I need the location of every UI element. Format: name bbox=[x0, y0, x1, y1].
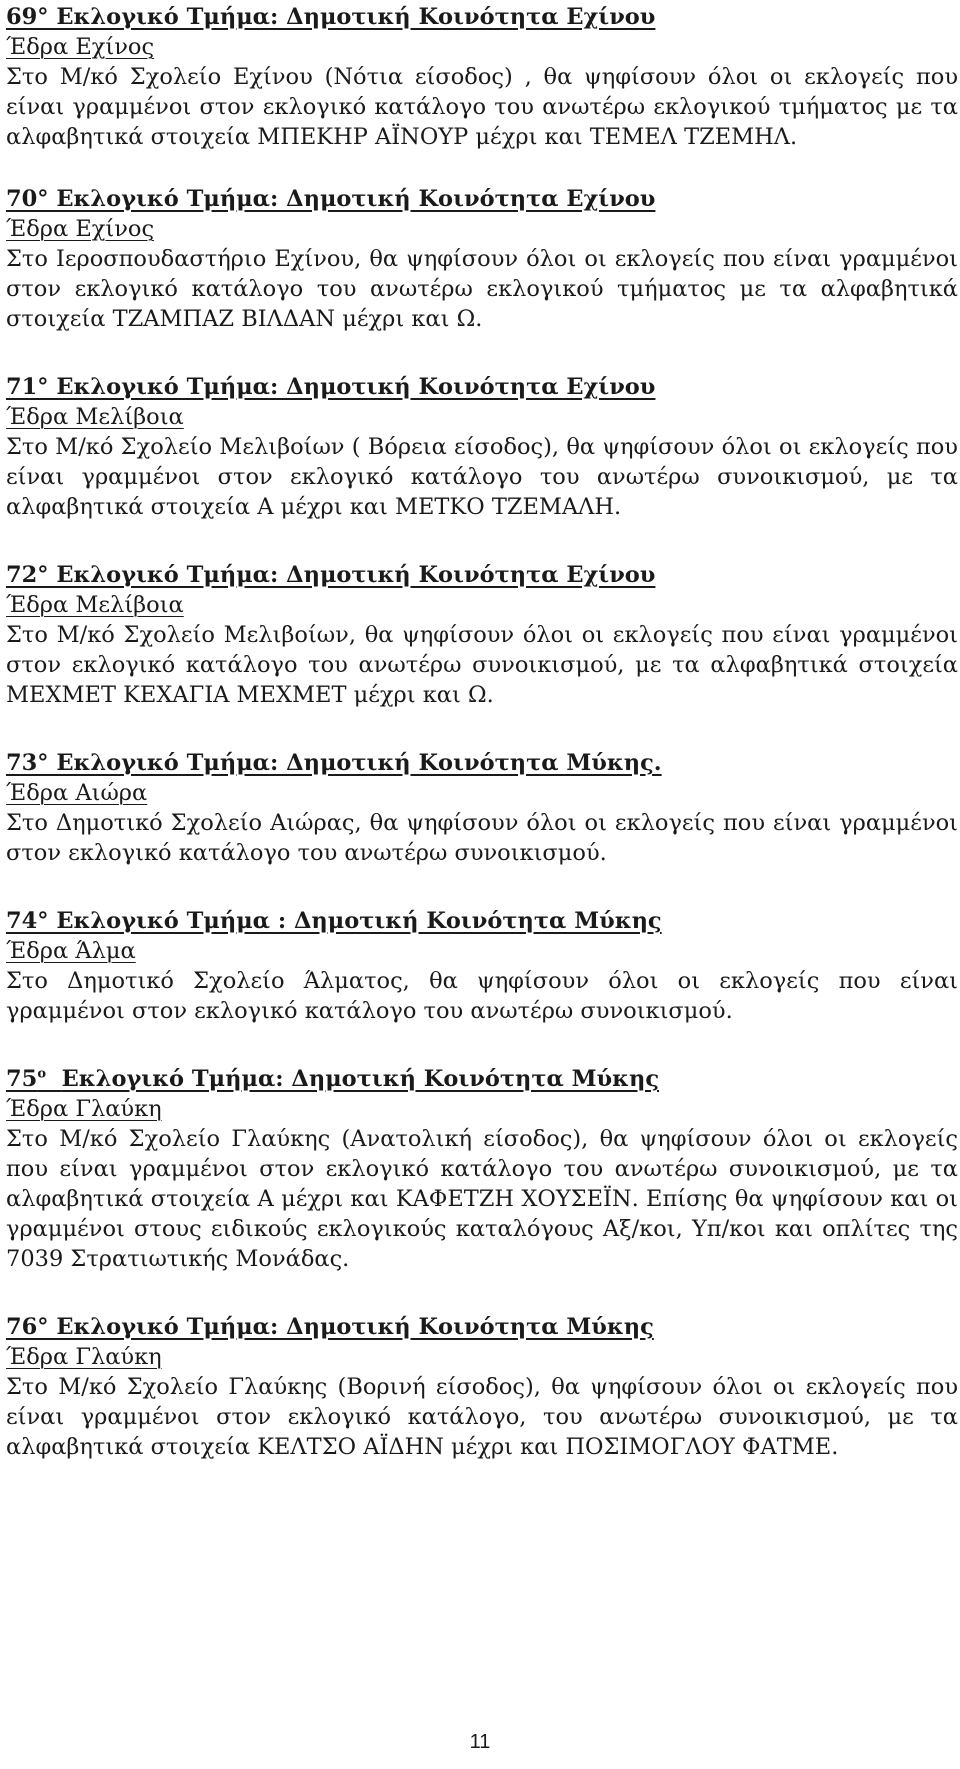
section-text: Στο Μ/κό Σχολείο Μελιβοίων ( Βόρεια είσοδος), θα ψηφίσουν όλοι οι εκλογείς που είναι γραμμένοι στον εκλογικό κατάλογο του ανωτέρω συνοικισμού, με τα αλφαβητικά στοιχεία Α μέχρι και ΜΕΤΚΟ ΤΖΕΜΑΛΗ. bbox=[6, 434, 958, 520]
section-heading: 74° Εκλογικό Τμήμα : Δημοτική Κοινότητα Μύκης bbox=[6, 908, 662, 934]
document-page bbox=[6, 0, 958, 1462]
section-text: Στο Δημοτικό Σχολείο Αιώρας, θα ψηφίσουν όλοι οι εκλογείς που είναι γραμμένοι στον εκλογικό κατάλογο του ανωτέρω συνοικισμού. bbox=[6, 810, 958, 866]
section-text: Στο Μ/κό Σχολείο Γλαύκης (Βορινή είσοδος), θα ψηφίσουν όλοι οι εκλογείς που είναι γραμμένοι στον εκλογικό κατάλογο, του ανωτέρω συνοικισμού, με τα αλφαβητικά στοιχεία ΚΕΛΤΣΟ ΑΪΔΗΝ μέχρι και ΠΟΣΙΜΟΓΛΟΥ ΦΑΤΜΕ. bbox=[6, 1374, 958, 1460]
heading-number: 75 bbox=[6, 1066, 38, 1092]
section-71 bbox=[6, 372, 958, 522]
section-seat: Έδρα Άλμα bbox=[6, 938, 136, 964]
section-69 bbox=[6, 2, 958, 152]
section-seat: Έδρα Εχίνος bbox=[6, 216, 155, 242]
section-seat: Έδρα Εχίνος bbox=[6, 34, 155, 60]
section-72 bbox=[6, 560, 958, 710]
heading-ordinal: ο bbox=[37, 1066, 46, 1082]
section-76 bbox=[6, 1312, 958, 1462]
section-heading: 72° Εκλογικό Τμήμα: Δημοτική Κοινότητα Εχίνου bbox=[6, 562, 656, 588]
section-heading: 76° Εκλογικό Τμήμα: Δημοτική Κοινότητα Μύκης bbox=[6, 1314, 654, 1340]
heading-rest: Εκλογικό Τμήμα: Δημοτική Κοινότητα Μύκης bbox=[61, 1066, 660, 1092]
section-seat: Έδρα Αιώρα bbox=[6, 780, 148, 806]
section-text: Στο Ιεροσπουδαστήριο Εχίνου, θα ψηφίσουν όλοι οι εκλογείς που είναι γραμμένοι στον εκλογικό κατάλογο του ανωτέρω εκλογικού τμήματος με τα αλφαβητικά στοιχεία ΤΖΑΜΠΑΖ ΒΙΛΔΑΝ μέχρι και Ω. bbox=[6, 246, 958, 332]
section-heading: 69° Εκλογικό Τμήμα: Δημοτική Κοινότητα Εχίνου bbox=[6, 4, 656, 30]
section-70 bbox=[6, 184, 958, 334]
section-heading bbox=[6, 1064, 958, 1094]
section-heading: 73° Εκλογικό Τμήμα: Δημοτική Κοινότητα Μύκης. bbox=[6, 750, 662, 776]
section-seat: Έδρα Γλαύκη bbox=[6, 1096, 162, 1122]
section-text: Στο Μ/κό Σχολείο Γλαύκης (Ανατολική είσοδος), θα ψηφίσουν όλοι οι εκλογείς που είναι γραμμένοι στον εκλογικό κατάλογο του ανωτέρω συνοικισμού, με τα αλφαβητικά στοιχεία Α μέχρι και ΚΑΦΕΤΖΗ ΧΟΥΣΕΪΝ. Επίσης θα ψηφίσουν και οι γραμμένοι στους ειδικούς εκλογικούς καταλόγους Αξ/κοι, Υπ/κοι και οπλίτες της 7039 Στρατιωτικής Μονάδας. bbox=[6, 1126, 958, 1272]
section-text: Στο Μ/κό Σχολείο Μελιβοίων, θα ψηφίσουν όλοι οι εκλογείς που είναι γραμμένοι στον εκλογικό κατάλογο του ανωτέρω συνοικισμού, με τα αλφαβητικά στοιχεία ΜΕΧΜΕΤ ΚΕΧΑΓΙΑ ΜΕΧΜΕΤ μέχρι και Ω. bbox=[6, 622, 958, 708]
page-number: 11 bbox=[469, 1731, 491, 1753]
section-75 bbox=[6, 1064, 958, 1274]
section-heading: 71° Εκλογικό Τμήμα: Δημοτική Κοινότητα Εχίνου bbox=[6, 374, 656, 400]
section-74 bbox=[6, 906, 958, 1026]
section-73 bbox=[6, 748, 958, 868]
section-seat: Έδρα Μελίβοια bbox=[6, 404, 184, 430]
section-text: Στο Δημοτικό Σχολείο Άλματος, θα ψηφίσουν όλοι οι εκλογείς που είναι γραμμένοι στον εκλογικό κατάλογο του ανωτέρω συνοικισμού. bbox=[6, 968, 958, 1024]
section-heading: 70° Εκλογικό Τμήμα: Δημοτική Κοινότητα Εχίνου bbox=[6, 186, 656, 212]
section-seat: Έδρα Γλαύκη bbox=[6, 1344, 162, 1370]
section-text: Στο Μ/κό Σχολείο Εχίνου (Νότια είσοδος) , θα ψηφίσουν όλοι οι εκλογείς που είναι γραμμένοι στον εκλογικό κατάλογο του ανωτέρω εκλογικού τμήματος με τα αλφαβητικά στοιχεία ΜΠΕΚΗΡ ΑΪΝΟΥΡ μέχρι και ΤΕΜΕΛ ΤΖΕΜΗΛ. bbox=[6, 64, 958, 150]
section-seat: Έδρα Μελίβοια bbox=[6, 592, 184, 618]
